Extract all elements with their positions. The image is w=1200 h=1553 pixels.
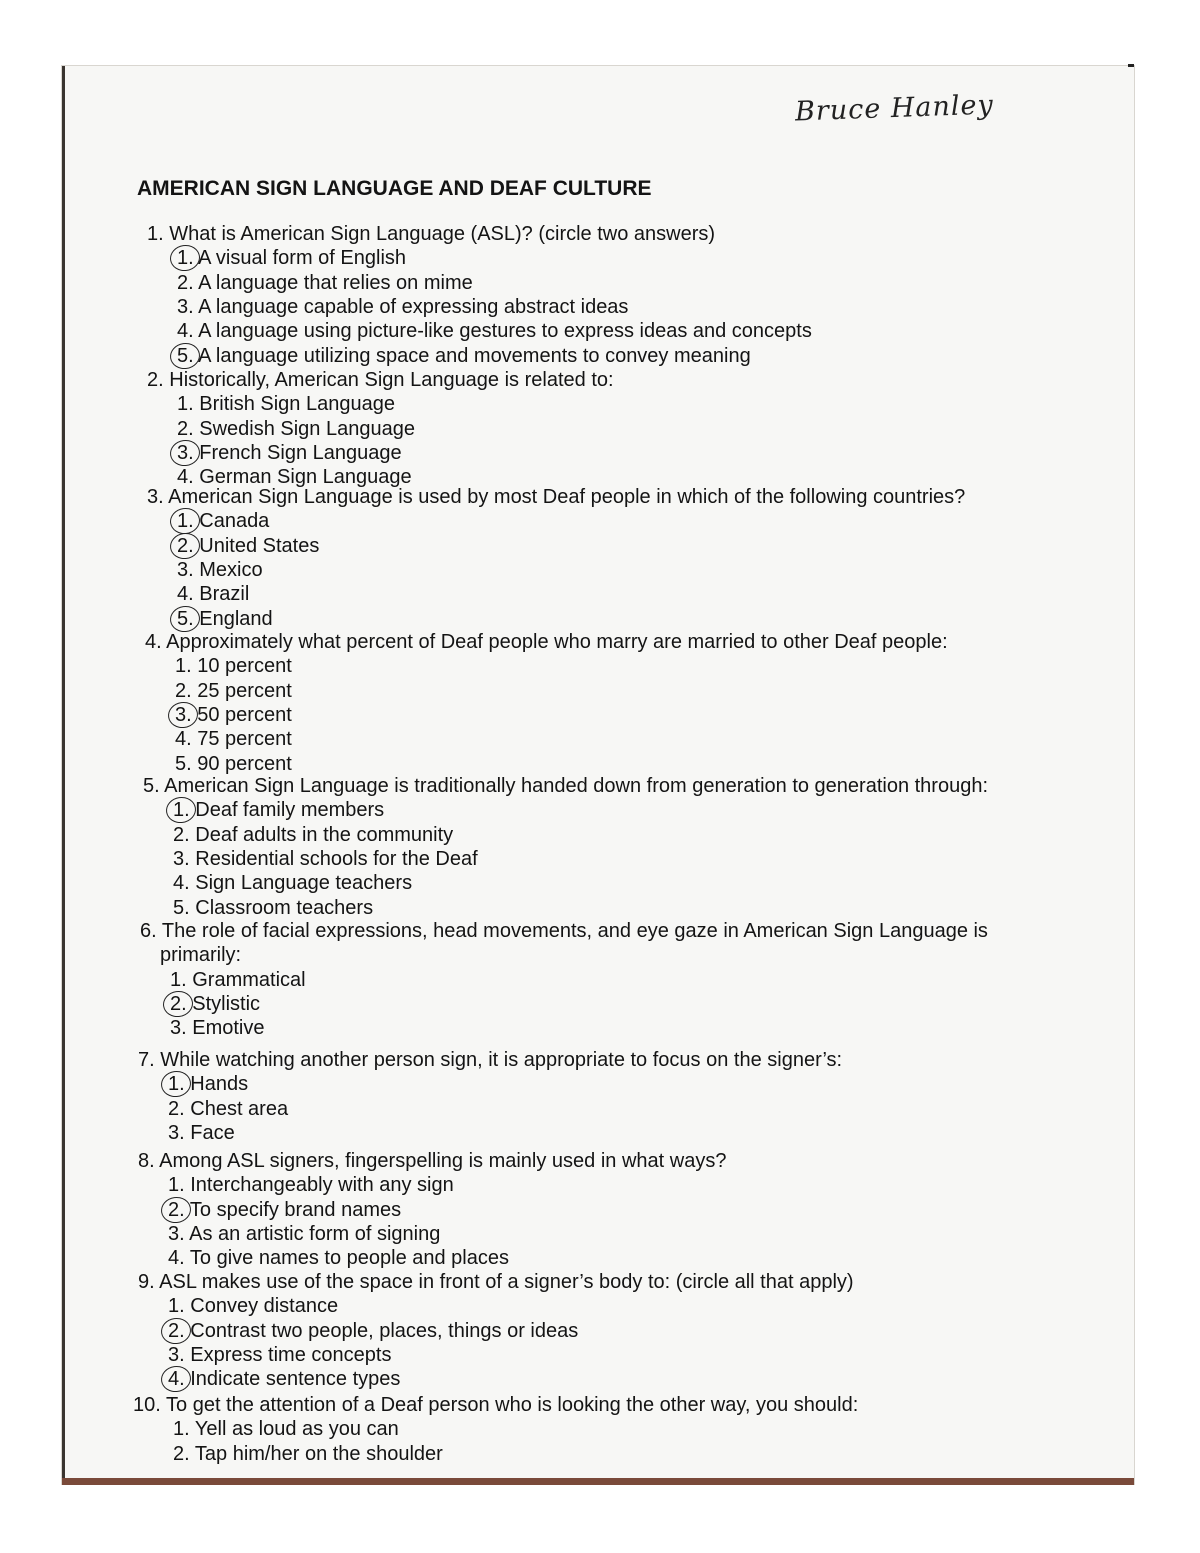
option-number: 1. [168, 1295, 185, 1318]
answer-option[interactable] [173, 823, 453, 847]
question-10-stem [133, 1393, 858, 1417]
option-number: 3. [177, 295, 194, 318]
option-text: Mexico [199, 558, 263, 581]
answer-option[interactable] [170, 968, 306, 992]
option-text: Deaf adults in the community [195, 823, 454, 846]
answer-option[interactable] [175, 654, 292, 678]
option-text: A visual form of English [198, 247, 407, 270]
question-8-stem [138, 1149, 726, 1173]
option-text: A language using picture-like gestures to express ideas and concepts [198, 320, 812, 343]
option-text: Grammatical [192, 968, 306, 991]
option-number: 3. [168, 1121, 185, 1144]
option-text: To specify brand names [189, 1198, 402, 1221]
question-number: 8. [138, 1150, 155, 1172]
option-text: French Sign Language [199, 441, 402, 464]
option-text: To give names to people and places [189, 1247, 509, 1270]
option-number: 4. [168, 1368, 185, 1391]
question-text: Among ASL signers, fingerspelling is mainly used in what ways? [159, 1150, 727, 1172]
answer-option[interactable] [168, 1294, 338, 1318]
answer-option[interactable] [173, 847, 478, 871]
option-text: Tap him/her on the shoulder [194, 1442, 443, 1465]
option-text: Sign Language teachers [195, 872, 413, 895]
answer-option[interactable] [177, 344, 751, 368]
question-6-stem [140, 919, 988, 943]
option-number: 3. [173, 847, 190, 870]
option-text: As an artistic form of signing [189, 1222, 441, 1245]
option-text: 75 percent [197, 728, 292, 751]
option-text: German Sign Language [199, 466, 412, 489]
question-text: ASL makes use of the space in front of a signer’s body to: (circle all that apply) [159, 1271, 854, 1293]
option-number: 5. [173, 896, 190, 919]
option-number: 4. [177, 466, 194, 489]
answer-option[interactable] [168, 1173, 454, 1197]
option-number: 5. [175, 752, 192, 775]
option-number: 3. [177, 558, 194, 581]
question-number: 1. [147, 223, 164, 245]
answer-option[interactable] [173, 896, 373, 920]
option-text: Chest area [190, 1097, 289, 1120]
option-number: 1. [175, 655, 192, 678]
option-text: 25 percent [197, 679, 292, 702]
option-number: 2. [168, 1319, 185, 1342]
option-number: 2. [170, 992, 187, 1015]
answer-option[interactable] [170, 1016, 265, 1040]
answer-option[interactable] [175, 727, 292, 751]
option-text: Canada [199, 510, 270, 533]
option-number: 4. [177, 320, 194, 343]
option-number: 1. [168, 1174, 185, 1197]
option-number: 3. [168, 1343, 185, 1366]
option-number: 2. [177, 534, 194, 557]
option-number: 1. [177, 393, 194, 416]
answer-option[interactable] [173, 1417, 399, 1441]
answer-option[interactable] [168, 1343, 391, 1367]
question-number: 7. [138, 1049, 155, 1071]
option-text: 90 percent [197, 752, 292, 775]
option-text: Contrast two people, places, things or ideas [190, 1319, 579, 1342]
option-text: A language utilizing space and movements to convey meaning [198, 344, 751, 367]
answer-option[interactable] [168, 1121, 235, 1145]
option-number: 2. [175, 679, 192, 702]
answer-option[interactable] [173, 1442, 443, 1466]
answer-option[interactable] [168, 1246, 509, 1270]
option-text: 10 percent [197, 655, 292, 678]
option-text: Convey distance [190, 1295, 339, 1318]
option-text: Residential schools for the Deaf [195, 847, 478, 870]
answer-option[interactable] [175, 752, 292, 776]
option-text: Stylistic [192, 992, 261, 1015]
option-text: Express time concepts [190, 1343, 392, 1366]
option-number: 1. [173, 799, 190, 822]
answer-option[interactable] [168, 1198, 401, 1222]
answer-option[interactable] [177, 582, 249, 606]
option-number: 1. [170, 968, 187, 991]
question-text: What is American Sign Language (ASL)? (circle two answers) [169, 223, 716, 245]
option-number: 2. [173, 1442, 190, 1465]
question-text: American Sign Language is used by most Deaf people in which of the following countries? [168, 486, 966, 508]
question-9-stem [138, 1270, 854, 1294]
question-7-stem [138, 1048, 842, 1072]
option-number: 1. [177, 510, 194, 533]
answer-option[interactable] [177, 392, 395, 416]
answer-option[interactable] [168, 1097, 288, 1121]
option-text: British Sign Language [199, 393, 395, 416]
answer-option[interactable] [168, 1367, 400, 1391]
answer-option[interactable] [177, 441, 402, 465]
question-number: 2. [147, 369, 164, 391]
answer-option[interactable] [177, 271, 473, 295]
option-number: 1. [177, 247, 194, 270]
option-text: Indicate sentence types [190, 1368, 401, 1391]
answer-option[interactable] [168, 1222, 440, 1246]
answer-option[interactable] [177, 246, 406, 270]
answer-option[interactable] [177, 319, 812, 343]
question-number: 10. [133, 1394, 161, 1416]
question-text: Historically, American Sign Language is related to: [169, 369, 614, 391]
question-1-stem [147, 222, 715, 246]
option-number: 2. [177, 271, 194, 294]
option-number: 5. [177, 344, 194, 367]
option-number: 5. [177, 607, 194, 630]
question-number: 6. [140, 920, 157, 942]
question-number: 9. [138, 1271, 155, 1293]
option-number: 4. [168, 1247, 185, 1270]
option-text: Face [190, 1121, 235, 1144]
option-text: Deaf family members [195, 799, 385, 822]
page-edge-left [62, 66, 65, 1484]
question-text: The role of facial expressions, head movements, and eye gaze in American Sign Language is [161, 920, 988, 942]
option-text: Yell as loud as you can [194, 1418, 399, 1441]
option-text: 50 percent [197, 703, 292, 726]
option-text: England [199, 607, 273, 630]
question-text: To get the attention of a Deaf person who is looking the other way, you should: [166, 1394, 859, 1416]
option-number: 2. [177, 417, 194, 440]
option-text: Classroom teachers [195, 896, 374, 919]
option-number: 3. [168, 1222, 185, 1245]
option-text: A language capable of expressing abstract ideas [198, 295, 629, 318]
question-3-stem [147, 485, 965, 509]
question-4-stem [145, 630, 948, 654]
option-number: 2. [173, 823, 190, 846]
question-2-stem [147, 368, 614, 392]
page-edge-bottom [62, 1478, 1134, 1485]
option-number: 3. [170, 1017, 187, 1040]
option-number: 2. [168, 1097, 185, 1120]
question-number: 5. [143, 775, 160, 797]
answer-option[interactable] [175, 679, 292, 703]
answer-option[interactable] [173, 798, 384, 822]
option-number: 4. [177, 583, 194, 606]
option-number: 4. [173, 872, 190, 895]
option-text: A language that relies on mime [198, 271, 473, 294]
question-number: 3. [147, 486, 164, 508]
answer-option[interactable] [177, 558, 263, 582]
option-text: Interchangeably with any sign [190, 1174, 454, 1197]
page-edge-corner [1128, 64, 1134, 67]
option-number: 2. [168, 1198, 185, 1221]
option-text: Emotive [192, 1017, 265, 1040]
option-text: United States [199, 534, 320, 557]
option-number: 1. [168, 1073, 185, 1096]
question-text-continued: primarily: [160, 944, 242, 967]
option-number: 1. [173, 1418, 190, 1441]
question-number: 4. [145, 631, 162, 653]
question-text: Approximately what percent of Deaf people who marry are married to other Deaf people: [166, 631, 948, 653]
option-text: Swedish Sign Language [199, 417, 415, 440]
author-signature: Bruce Hanley [794, 89, 995, 128]
option-number: 3. [175, 703, 192, 726]
option-number: 3. [177, 441, 194, 464]
worksheet-title: AMERICAN SIGN LANGUAGE AND DEAF CULTURE [137, 177, 652, 200]
question-text: While watching another person sign, it is appropriate to focus on the signer’s: [160, 1049, 843, 1071]
answer-option[interactable] [168, 1319, 578, 1343]
question-5-stem [143, 774, 988, 798]
option-text: Hands [190, 1073, 249, 1096]
question-text: American Sign Language is traditionally handed down from generation to generation through: [164, 775, 989, 797]
answer-option[interactable] [173, 871, 412, 895]
answer-option[interactable] [177, 417, 415, 441]
option-text: Brazil [199, 583, 250, 606]
answer-option[interactable] [177, 295, 628, 319]
option-number: 4. [175, 728, 192, 751]
